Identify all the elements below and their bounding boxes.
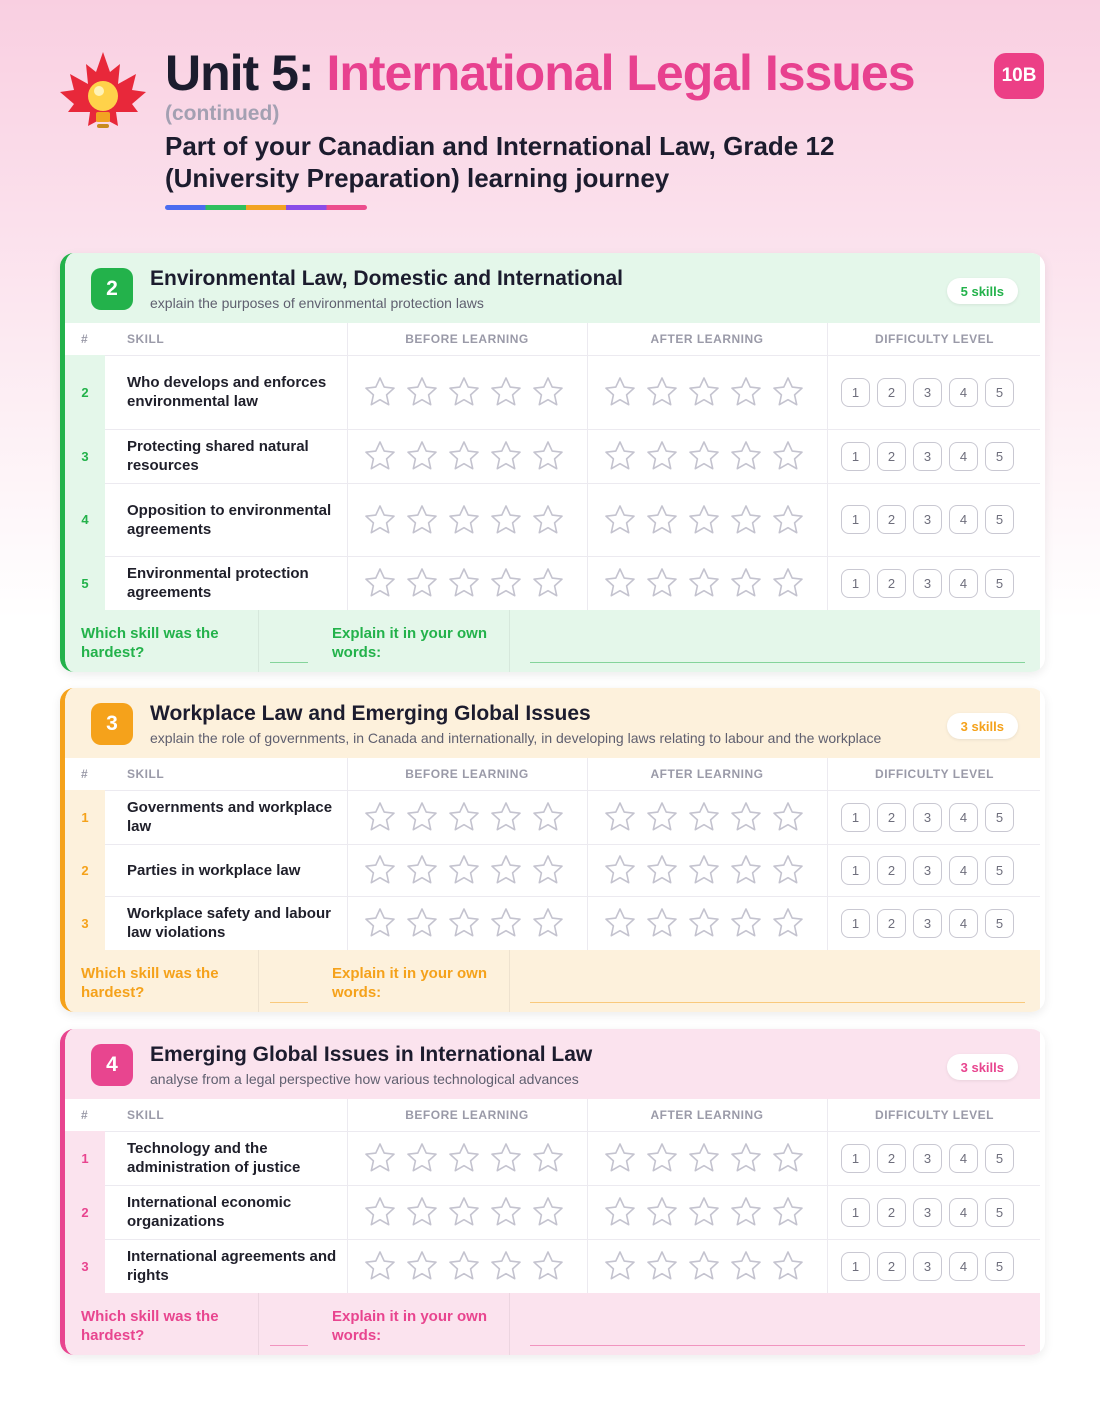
skill-count-badge: 3 skills	[947, 713, 1018, 739]
reflection-footer	[65, 1293, 1040, 1355]
footer-divider	[509, 610, 510, 672]
skill-count-badge: 3 skills	[947, 1054, 1018, 1080]
before-learning-rating	[363, 483, 565, 556]
section-title: Environmental Law, Domestic and International	[150, 267, 623, 290]
column-header-number: #	[81, 332, 89, 346]
star-icon[interactable]	[363, 1249, 397, 1283]
footer-divider	[509, 1293, 510, 1355]
skill-number: 1	[65, 790, 105, 844]
difficulty-option[interactable]: 3	[913, 442, 942, 471]
difficulty-selector	[841, 556, 1014, 610]
section-description: explain the role of governments, in Canada and internationally, in developing laws relating to labour and the workplace	[150, 730, 882, 746]
after-learning-rating	[603, 483, 805, 556]
after-learning-rating	[603, 429, 805, 483]
star-icon[interactable]	[645, 906, 679, 940]
before-learning-rating	[363, 1239, 565, 1293]
star-icon[interactable]	[531, 503, 565, 537]
page-title	[165, 44, 915, 102]
difficulty-option[interactable]: 2	[877, 1198, 906, 1227]
after-learning-rating	[603, 1131, 805, 1185]
difficulty-option[interactable]: 4	[949, 378, 978, 407]
star-icon[interactable]	[645, 566, 679, 600]
skill-number: 2	[65, 355, 105, 429]
star-icon[interactable]	[447, 800, 481, 834]
star-icon[interactable]	[447, 1141, 481, 1175]
star-icon[interactable]	[489, 800, 523, 834]
star-icon[interactable]	[603, 503, 637, 537]
difficulty-option[interactable]: 5	[985, 569, 1014, 598]
star-icon[interactable]	[729, 375, 763, 409]
star-icon[interactable]	[645, 375, 679, 409]
difficulty-option[interactable]: 1	[841, 505, 870, 534]
maple-leaf-lightbulb-icon	[58, 50, 148, 145]
star-icon[interactable]	[447, 566, 481, 600]
footer-divider	[509, 950, 510, 1012]
star-icon[interactable]	[531, 800, 565, 834]
star-icon[interactable]	[645, 853, 679, 887]
hardest-skill-label: Which skill was the hardest?	[81, 965, 219, 1001]
difficulty-option[interactable]: 4	[949, 856, 978, 885]
star-icon[interactable]	[447, 439, 481, 473]
star-icon[interactable]	[363, 800, 397, 834]
section-number-badge: 4	[91, 1044, 133, 1086]
skill-name: Workplace safety and labour law violations	[127, 905, 331, 941]
skill-number: 4	[65, 483, 105, 556]
star-icon[interactable]	[687, 1195, 721, 1229]
before-learning-rating	[363, 896, 565, 950]
star-icon[interactable]	[645, 1249, 679, 1283]
column-header-skill: SKILL	[127, 332, 165, 346]
difficulty-option[interactable]: 5	[985, 803, 1014, 832]
difficulty-option[interactable]: 2	[877, 1144, 906, 1173]
star-icon[interactable]	[645, 1141, 679, 1175]
star-icon[interactable]	[447, 906, 481, 940]
star-icon[interactable]	[405, 1249, 439, 1283]
section-card-2	[60, 253, 1045, 672]
section-title: Emerging Global Issues in International Law	[150, 1043, 593, 1066]
star-icon[interactable]	[645, 503, 679, 537]
difficulty-option[interactable]: 1	[841, 1198, 870, 1227]
difficulty-option[interactable]: 4	[949, 909, 978, 938]
difficulty-option[interactable]: 3	[913, 909, 942, 938]
star-icon[interactable]	[771, 853, 805, 887]
star-icon[interactable]	[645, 800, 679, 834]
star-icon[interactable]	[531, 1141, 565, 1175]
star-icon[interactable]	[687, 566, 721, 600]
title-unit: Unit 5:	[165, 45, 327, 101]
star-icon[interactable]	[489, 439, 523, 473]
before-learning-rating	[363, 429, 565, 483]
hardest-skill-label: Which skill was the hardest?	[81, 1308, 219, 1344]
star-icon[interactable]	[405, 906, 439, 940]
star-icon[interactable]	[363, 1195, 397, 1229]
star-icon[interactable]	[729, 906, 763, 940]
difficulty-option[interactable]: 2	[877, 569, 906, 598]
star-icon[interactable]	[771, 906, 805, 940]
star-icon[interactable]	[363, 566, 397, 600]
hardest-skill-answer-line[interactable]	[270, 1345, 308, 1346]
star-icon[interactable]	[447, 1195, 481, 1229]
star-icon[interactable]	[603, 800, 637, 834]
star-icon[interactable]	[729, 1249, 763, 1283]
difficulty-option[interactable]: 4	[949, 1198, 978, 1227]
skill-row	[65, 483, 1040, 556]
skill-name: Opposition to environmental agreements	[127, 501, 332, 538]
section-header	[65, 253, 1040, 323]
star-icon[interactable]	[729, 439, 763, 473]
difficulty-option[interactable]: 5	[985, 856, 1014, 885]
grade-badge: 10B	[994, 53, 1044, 99]
difficulty-option[interactable]: 1	[841, 856, 870, 885]
section-number-badge: 3	[91, 703, 133, 745]
explain-label: Explain it in your own words:	[332, 625, 488, 661]
skill-row	[65, 355, 1040, 429]
section-card-4	[60, 1029, 1045, 1355]
star-icon[interactable]	[489, 906, 523, 940]
star-icon[interactable]	[687, 906, 721, 940]
star-icon[interactable]	[531, 439, 565, 473]
difficulty-option[interactable]: 3	[913, 378, 942, 407]
column-header-before: BEFORE LEARNING	[405, 1108, 529, 1122]
skill-row	[65, 556, 1040, 610]
difficulty-selector	[841, 1185, 1014, 1239]
difficulty-option[interactable]: 1	[841, 909, 870, 938]
star-icon[interactable]	[405, 800, 439, 834]
explain-answer-line[interactable]	[530, 662, 1025, 663]
star-icon[interactable]	[489, 853, 523, 887]
star-icon[interactable]	[687, 503, 721, 537]
hardest-skill-label: Which skill was the hardest?	[81, 625, 219, 661]
difficulty-option[interactable]: 4	[949, 1144, 978, 1173]
star-icon[interactable]	[405, 566, 439, 600]
skill-count-badge: 5 skills	[947, 278, 1018, 304]
column-header-difficulty: DIFFICULTY LEVEL	[875, 767, 994, 781]
difficulty-option[interactable]: 4	[949, 442, 978, 471]
star-icon[interactable]	[729, 800, 763, 834]
star-icon[interactable]	[687, 853, 721, 887]
difficulty-option[interactable]: 2	[877, 442, 906, 471]
difficulty-option[interactable]: 3	[913, 1144, 942, 1173]
skill-name: Environmental protection agreements	[127, 565, 309, 601]
star-icon[interactable]	[405, 503, 439, 537]
explain-label: Explain it in your own words:	[332, 1308, 488, 1344]
hardest-skill-answer-line[interactable]	[270, 662, 308, 663]
difficulty-option[interactable]: 5	[985, 1252, 1014, 1281]
difficulty-selector	[841, 896, 1014, 950]
continued-label: (continued)	[165, 102, 280, 125]
difficulty-option[interactable]: 2	[877, 803, 906, 832]
explain-answer-line[interactable]	[530, 1345, 1025, 1346]
star-icon[interactable]	[405, 1141, 439, 1175]
reflection-footer	[65, 610, 1040, 672]
star-icon[interactable]	[489, 1141, 523, 1175]
star-icon[interactable]	[405, 439, 439, 473]
star-icon[interactable]	[603, 853, 637, 887]
star-icon[interactable]	[531, 1249, 565, 1283]
skill-row	[65, 1239, 1040, 1293]
star-icon[interactable]	[771, 800, 805, 834]
after-learning-rating	[603, 1239, 805, 1293]
skill-name: Technology and the administration of justice	[127, 1140, 301, 1176]
difficulty-selector	[841, 483, 1014, 556]
after-learning-rating	[603, 896, 805, 950]
difficulty-option[interactable]: 4	[949, 569, 978, 598]
star-icon[interactable]	[603, 375, 637, 409]
column-header-after: AFTER LEARNING	[650, 1108, 764, 1122]
difficulty-selector	[841, 429, 1014, 483]
skill-row	[65, 896, 1040, 950]
before-learning-rating	[363, 355, 565, 429]
star-icon[interactable]	[603, 906, 637, 940]
skill-number: 2	[65, 844, 105, 896]
skill-name: Who develops and enforces environmental law	[127, 374, 327, 410]
star-icon[interactable]	[603, 1249, 637, 1283]
skill-name: International agreements and rights	[127, 1248, 337, 1284]
star-icon[interactable]	[687, 375, 721, 409]
column-header-after: AFTER LEARNING	[650, 332, 764, 346]
star-icon[interactable]	[771, 439, 805, 473]
star-icon[interactable]	[687, 800, 721, 834]
star-icon[interactable]	[603, 439, 637, 473]
difficulty-option[interactable]: 5	[985, 505, 1014, 534]
after-learning-rating	[603, 355, 805, 429]
star-icon[interactable]	[645, 1195, 679, 1229]
difficulty-option[interactable]: 5	[985, 378, 1014, 407]
star-icon[interactable]	[405, 853, 439, 887]
star-icon[interactable]	[729, 1195, 763, 1229]
difficulty-option[interactable]: 1	[841, 1252, 870, 1281]
color-divider-bar	[165, 205, 367, 210]
star-icon[interactable]	[645, 439, 679, 473]
after-learning-rating	[603, 844, 805, 896]
star-icon[interactable]	[729, 566, 763, 600]
after-learning-rating	[603, 790, 805, 844]
explain-label: Explain it in your own words:	[332, 965, 488, 1001]
difficulty-option[interactable]: 5	[985, 1198, 1014, 1227]
star-icon[interactable]	[405, 375, 439, 409]
footer-divider	[258, 950, 259, 1012]
section-number-badge: 2	[91, 268, 133, 310]
star-icon[interactable]	[771, 1249, 805, 1283]
star-icon[interactable]	[687, 1141, 721, 1175]
section-header	[65, 688, 1040, 758]
star-icon[interactable]	[489, 566, 523, 600]
skill-name: Protecting shared natural resources	[127, 438, 309, 474]
star-icon[interactable]	[687, 439, 721, 473]
column-header-before: BEFORE LEARNING	[405, 332, 529, 346]
skill-name: Governments and workplace law	[127, 799, 333, 835]
difficulty-option[interactable]: 1	[841, 1144, 870, 1173]
difficulty-option[interactable]: 3	[913, 803, 942, 832]
star-icon[interactable]	[603, 1195, 637, 1229]
column-header-before: BEFORE LEARNING	[405, 767, 529, 781]
star-icon[interactable]	[363, 1141, 397, 1175]
hardest-skill-answer-line[interactable]	[270, 1002, 308, 1003]
star-icon[interactable]	[531, 906, 565, 940]
star-icon[interactable]	[771, 1141, 805, 1175]
section-description: analyse from a legal perspective how various technological advances	[150, 1071, 579, 1087]
page-subtitle: Part of your Canadian and International Law, Grade 12 (University Preparation) learning journey	[165, 131, 835, 193]
star-icon[interactable]	[687, 1249, 721, 1283]
difficulty-option[interactable]: 2	[877, 1252, 906, 1281]
difficulty-option[interactable]: 3	[913, 1252, 942, 1281]
column-header-skill: SKILL	[127, 767, 165, 781]
difficulty-option[interactable]: 3	[913, 505, 942, 534]
star-icon[interactable]	[489, 503, 523, 537]
column-header-difficulty: DIFFICULTY LEVEL	[875, 1108, 994, 1122]
star-icon[interactable]	[447, 503, 481, 537]
star-icon[interactable]	[447, 375, 481, 409]
footer-divider	[258, 1293, 259, 1355]
before-learning-rating	[363, 790, 565, 844]
footer-divider	[258, 610, 259, 672]
star-icon[interactable]	[363, 906, 397, 940]
difficulty-option[interactable]: 1	[841, 378, 870, 407]
star-icon[interactable]	[729, 853, 763, 887]
difficulty-option[interactable]: 1	[841, 569, 870, 598]
difficulty-selector	[841, 844, 1014, 896]
star-icon[interactable]	[489, 1249, 523, 1283]
before-learning-rating	[363, 1131, 565, 1185]
section-header	[65, 1029, 1040, 1099]
difficulty-option[interactable]: 5	[985, 442, 1014, 471]
explain-answer-line[interactable]	[530, 1002, 1025, 1003]
star-icon[interactable]	[603, 566, 637, 600]
star-icon[interactable]	[489, 375, 523, 409]
section-card-3	[60, 688, 1045, 1012]
page-header	[0, 0, 1100, 250]
star-icon[interactable]	[771, 503, 805, 537]
column-header-number: #	[81, 767, 89, 781]
star-icon[interactable]	[771, 1195, 805, 1229]
skill-row	[65, 429, 1040, 483]
difficulty-selector	[841, 1239, 1014, 1293]
skill-number: 3	[65, 896, 105, 950]
skill-number: 5	[65, 556, 105, 610]
skill-row	[65, 1185, 1040, 1239]
skill-number: 1	[65, 1131, 105, 1185]
star-icon[interactable]	[729, 1141, 763, 1175]
star-icon[interactable]	[531, 566, 565, 600]
difficulty-option[interactable]: 2	[877, 505, 906, 534]
star-icon[interactable]	[363, 375, 397, 409]
difficulty-selector	[841, 1131, 1014, 1185]
reflection-footer	[65, 950, 1040, 1012]
difficulty-option[interactable]: 1	[841, 442, 870, 471]
difficulty-option[interactable]: 3	[913, 1198, 942, 1227]
skill-row	[65, 844, 1040, 896]
skill-name: International economic organizations	[127, 1194, 292, 1230]
skill-number: 3	[65, 429, 105, 483]
star-icon[interactable]	[363, 439, 397, 473]
difficulty-option[interactable]: 2	[877, 378, 906, 407]
difficulty-option[interactable]: 5	[985, 1144, 1014, 1173]
skill-row	[65, 1131, 1040, 1185]
star-icon[interactable]	[603, 1141, 637, 1175]
difficulty-option[interactable]: 3	[913, 856, 942, 885]
before-learning-rating	[363, 1185, 565, 1239]
star-icon[interactable]	[729, 503, 763, 537]
title-topic: International Legal Issues	[326, 45, 915, 101]
after-learning-rating	[603, 1185, 805, 1239]
star-icon[interactable]	[771, 375, 805, 409]
star-icon[interactable]	[489, 1195, 523, 1229]
difficulty-option[interactable]: 1	[841, 803, 870, 832]
difficulty-selector	[841, 790, 1014, 844]
before-learning-rating	[363, 556, 565, 610]
section-title: Workplace Law and Emerging Global Issues	[150, 702, 591, 725]
star-icon[interactable]	[447, 1249, 481, 1283]
column-header-number: #	[81, 1108, 89, 1122]
skill-row	[65, 790, 1040, 844]
star-icon[interactable]	[363, 503, 397, 537]
difficulty-option[interactable]: 4	[949, 1252, 978, 1281]
star-icon[interactable]	[447, 853, 481, 887]
difficulty-option[interactable]: 4	[949, 505, 978, 534]
star-icon[interactable]	[405, 1195, 439, 1229]
after-learning-rating	[603, 556, 805, 610]
before-learning-rating	[363, 844, 565, 896]
difficulty-option[interactable]: 2	[877, 856, 906, 885]
difficulty-option[interactable]: 3	[913, 569, 942, 598]
column-header-skill: SKILL	[127, 1108, 165, 1122]
column-header-after: AFTER LEARNING	[650, 767, 764, 781]
skill-number: 2	[65, 1185, 105, 1239]
star-icon[interactable]	[531, 853, 565, 887]
star-icon[interactable]	[531, 1195, 565, 1229]
difficulty-option[interactable]: 5	[985, 909, 1014, 938]
difficulty-selector	[841, 355, 1014, 429]
section-description: explain the purposes of environmental protection laws	[150, 295, 484, 311]
star-icon[interactable]	[771, 566, 805, 600]
star-icon[interactable]	[531, 375, 565, 409]
difficulty-option[interactable]: 4	[949, 803, 978, 832]
skill-name: Parties in workplace law	[127, 861, 301, 879]
skill-number: 3	[65, 1239, 105, 1293]
difficulty-option[interactable]: 2	[877, 909, 906, 938]
column-header-difficulty: DIFFICULTY LEVEL	[875, 332, 994, 346]
star-icon[interactable]	[363, 853, 397, 887]
